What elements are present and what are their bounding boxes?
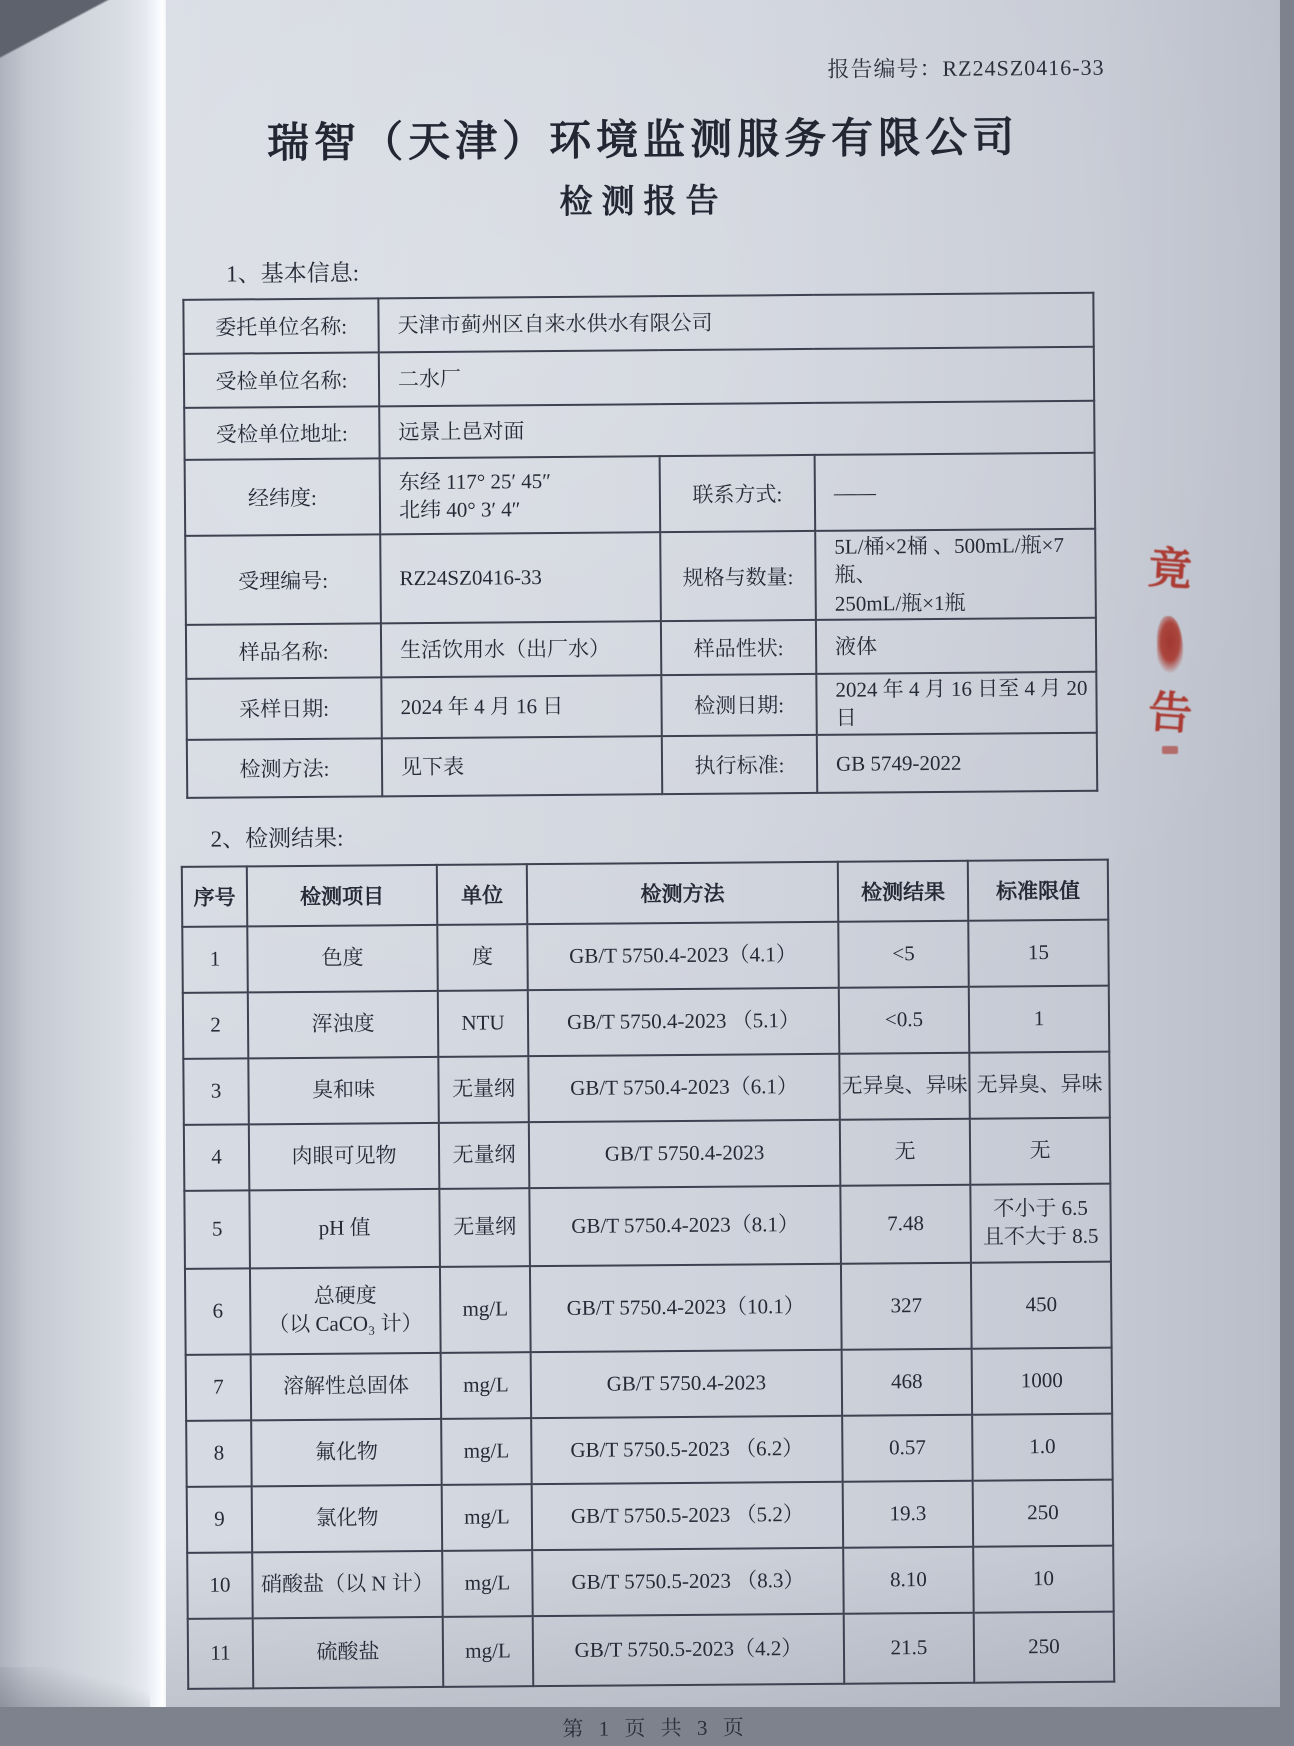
cell-limit: 1000 xyxy=(972,1347,1113,1414)
cell-limit: 不小于 6.5 且不大于 8.5 xyxy=(970,1183,1111,1262)
section1-heading: 1、基本信息: xyxy=(226,260,360,287)
page-number-footer: 第 1 页 共 3 页 xyxy=(562,1715,749,1741)
cell-unit: mg/L xyxy=(442,1484,533,1551)
info-label: 受检单位名称: xyxy=(184,352,379,408)
cell-method: GB/T 5750.4-2023 xyxy=(529,1119,841,1187)
cell-unit: mg/L xyxy=(441,1418,532,1485)
info-value: 液体 xyxy=(816,618,1096,674)
cell-no: 6 xyxy=(185,1268,251,1355)
info-label: 受理编号: xyxy=(185,534,381,625)
info-label: 委托单位名称: xyxy=(183,298,378,354)
cell-item: 肉眼可见物 xyxy=(249,1123,440,1190)
info-label: 样品名称: xyxy=(186,623,381,679)
cell-item: pH 值 xyxy=(249,1189,440,1268)
cell-no: 9 xyxy=(187,1486,253,1553)
info-value: 东经 117° 25′ 45″ 北纬 40° 3′ 4″ xyxy=(380,456,661,534)
info-label: 检测日期: xyxy=(661,674,816,736)
result-row xyxy=(188,1611,1115,1688)
cell-result: 19.3 xyxy=(843,1480,974,1547)
cell-item: 硝酸盐（以 N 计） xyxy=(252,1551,443,1618)
cell-no: 1 xyxy=(182,926,248,993)
info-row-sample-name xyxy=(186,618,1096,679)
result-row xyxy=(184,1183,1111,1268)
result-row xyxy=(184,1117,1110,1190)
cell-method: GB/T 5750.4-2023 （5.1） xyxy=(528,987,840,1055)
cell-result: 无 xyxy=(840,1118,971,1185)
red-seal-stamp xyxy=(1142,543,1198,754)
info-label: 受检单位地址: xyxy=(184,406,379,460)
result-row xyxy=(186,1413,1112,1486)
stamp-ink-mark xyxy=(1162,746,1178,754)
cell-result: <5 xyxy=(838,920,969,987)
col-header-limit: 标准限值 xyxy=(968,859,1108,920)
cell-no: 2 xyxy=(183,992,249,1059)
cell-limit: 1.0 xyxy=(972,1413,1113,1480)
info-value: 5L/桶×2桶 、500mL/瓶×7瓶、 250mL/瓶×1瓶 xyxy=(815,529,1096,620)
stamp-character-bottom: 告 xyxy=(1146,687,1194,740)
cell-item: 溶解性总固体 xyxy=(251,1353,442,1420)
flipped-pages-edge xyxy=(0,0,170,1707)
cell-method: GB/T 5750.5-2023（4.2） xyxy=(533,1613,845,1685)
section2-heading: 2、检测结果: xyxy=(210,825,344,852)
col-header-no: 序号 xyxy=(182,866,247,927)
cell-result: 21.5 xyxy=(844,1612,975,1683)
cell-result: 0.57 xyxy=(842,1414,973,1481)
info-row-acceptance-no xyxy=(185,529,1096,625)
result-row xyxy=(187,1479,1113,1552)
cell-method: GB/T 5750.4-2023（10.1） xyxy=(530,1263,842,1351)
info-value: GB 5749-2022 xyxy=(817,732,1097,792)
cell-limit: 15 xyxy=(968,919,1109,986)
cell-unit: NTU xyxy=(438,990,529,1057)
cell-no: 7 xyxy=(186,1354,252,1421)
report-title: 检测报告 xyxy=(559,183,728,221)
cell-item: 色度 xyxy=(247,925,438,992)
info-label: 样品性状: xyxy=(661,620,816,675)
info-label: 规格与数量: xyxy=(660,531,816,621)
document-body xyxy=(178,51,1119,1746)
cell-method: GB/T 5750.5-2023 （6.2） xyxy=(531,1415,843,1483)
cell-limit: 250 xyxy=(973,1479,1114,1546)
info-value: 生活饮用水（出厂水） xyxy=(381,621,661,677)
info-row-coordinates xyxy=(185,453,1096,536)
cell-method: GB/T 5750.4-2023 xyxy=(531,1349,843,1417)
cell-unit: mg/L xyxy=(443,1616,534,1687)
cell-result: 468 xyxy=(842,1348,973,1415)
page-content xyxy=(166,0,1294,1746)
stamp-character-top: 竟 xyxy=(1146,543,1194,596)
cell-method: GB/T 5750.4-2023（8.1） xyxy=(529,1185,841,1265)
result-row xyxy=(183,985,1109,1058)
company-title: 瑞智（天津）环境监测服务有限公司 xyxy=(266,115,1020,168)
basic-info-table xyxy=(182,292,1098,799)
cell-item: 硫酸盐 xyxy=(253,1617,444,1688)
info-row-client xyxy=(183,293,1093,354)
info-value: RZ24SZ0416-33 xyxy=(380,532,661,623)
col-header-method: 检测方法 xyxy=(527,861,838,923)
cell-no: 3 xyxy=(183,1058,249,1125)
results-table xyxy=(181,858,1115,1689)
info-label: 经纬度: xyxy=(185,458,381,536)
info-value: 2024 年 4 月 16 日 xyxy=(381,675,661,738)
result-row xyxy=(185,1261,1112,1354)
cell-result: 无异臭、异味 xyxy=(839,1052,970,1119)
cell-limit: 1 xyxy=(969,985,1110,1052)
report-number: 报告编号：RZ24SZ0416-33 xyxy=(827,54,1105,82)
cell-unit: 无量纲 xyxy=(439,1122,530,1189)
info-value: 见下表 xyxy=(382,736,662,796)
cell-limit: 450 xyxy=(971,1261,1112,1348)
col-header-unit: 单位 xyxy=(437,864,527,925)
cell-no: 4 xyxy=(184,1124,250,1191)
cell-unit: 无量纲 xyxy=(438,1056,529,1123)
info-row-sampling-date xyxy=(186,672,1096,740)
info-value: 2024 年 4 月 16 日至 4 月 20 日 xyxy=(816,672,1096,735)
cell-item: 氯化物 xyxy=(252,1485,443,1552)
cell-limit: 无异臭、异味 xyxy=(969,1051,1110,1118)
result-row xyxy=(187,1545,1113,1618)
info-value: —— xyxy=(815,453,1096,531)
cell-result: 327 xyxy=(841,1262,972,1349)
cell-method: GB/T 5750.4-2023（4.1） xyxy=(527,921,839,989)
cell-limit: 无 xyxy=(970,1117,1111,1184)
report-page xyxy=(166,0,1280,1741)
info-value: 天津市蓟州区自来水供水有限公司 xyxy=(378,293,1093,353)
cell-no: 5 xyxy=(184,1190,250,1269)
info-label: 执行标准: xyxy=(662,735,817,794)
cell-item: 总硬度 （以 CaCO₃ 计） xyxy=(250,1267,441,1354)
cell-limit: 250 xyxy=(974,1611,1115,1682)
info-label: 检测方法: xyxy=(187,738,382,798)
info-row-inspected-unit xyxy=(184,347,1094,408)
info-label: 采样日期: xyxy=(186,677,381,739)
cell-limit: 10 xyxy=(973,1545,1114,1612)
result-row xyxy=(186,1347,1112,1420)
result-row xyxy=(183,1051,1109,1124)
col-header-result: 检测结果 xyxy=(838,860,968,921)
cell-unit: mg/L xyxy=(442,1550,533,1617)
info-row-address xyxy=(184,401,1094,460)
cell-no: 8 xyxy=(186,1420,252,1487)
cell-item: 浑浊度 xyxy=(248,991,439,1058)
result-row xyxy=(182,919,1108,992)
info-label: 联系方式: xyxy=(660,455,816,532)
col-header-item: 检测项目 xyxy=(247,865,437,926)
info-row-method xyxy=(187,732,1097,797)
cell-result: 7.48 xyxy=(840,1184,971,1263)
info-value: 二水厂 xyxy=(379,347,1094,407)
cell-unit: mg/L xyxy=(440,1266,531,1353)
cell-item: 氟化物 xyxy=(251,1419,442,1486)
cell-unit: 度 xyxy=(437,924,528,991)
info-value: 远景上邑对面 xyxy=(379,401,1094,459)
cell-method: GB/T 5750.4-2023（6.1） xyxy=(528,1053,840,1121)
cell-item: 臭和味 xyxy=(248,1057,439,1124)
cell-unit: mg/L xyxy=(441,1352,532,1419)
stamp-ink-blot xyxy=(1157,616,1183,680)
cell-result: <0.5 xyxy=(839,986,970,1053)
cell-method: GB/T 5750.5-2023 （8.3） xyxy=(532,1547,844,1615)
cell-unit: 无量纲 xyxy=(439,1188,530,1267)
cell-no: 11 xyxy=(188,1618,254,1689)
cell-method: GB/T 5750.5-2023 （5.2） xyxy=(532,1481,844,1549)
cell-no: 10 xyxy=(187,1552,253,1619)
cell-result: 8.10 xyxy=(843,1546,974,1613)
results-header-row xyxy=(182,859,1108,926)
